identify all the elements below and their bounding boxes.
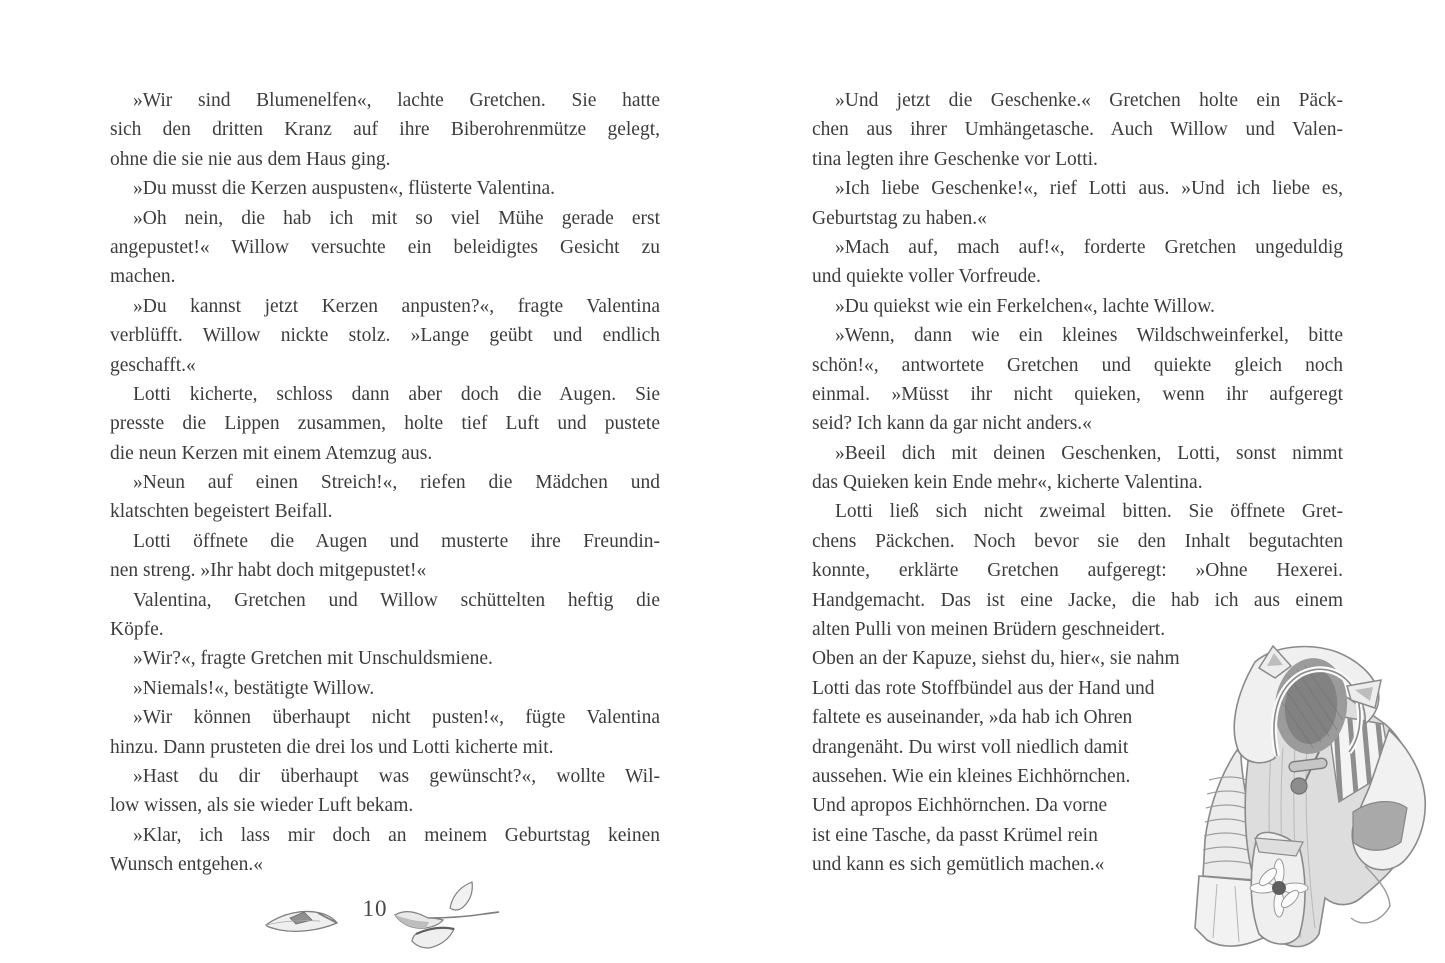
text-line: Valentina, Gretchen und Willow schüttelten heftig die	[133, 589, 660, 611]
text-line: die neun Kerzen mit einem Atemzug aus.	[110, 442, 433, 464]
text-line: und kann es sich gemütlich machen.«	[812, 854, 1105, 876]
text-line: »Neun auf einen Streich!«, riefen die Mädchen und	[133, 472, 660, 494]
text-line: machen.	[110, 266, 176, 288]
text-line: hinzu. Dann prusteten die drei los und Lotti kicherte mit.	[110, 736, 554, 758]
text-line: »Wir?«, fragte Gretchen mit Unschuldsmiene.	[133, 648, 493, 670]
text-line: das Quieken kein Ende mehr«, kicherte Valentina.	[812, 472, 1203, 494]
text-line: »Du musst die Kerzen auspusten«, flüsterte Valentina.	[133, 178, 556, 200]
text-line: Lotti kicherte, schloss dann aber doch die Augen. Sie	[133, 383, 660, 405]
text-line: Wunsch entgehen.«	[110, 854, 264, 876]
text-line: »Beeil dich mit deinen Geschenken, Lotti, sonst nimmt	[835, 442, 1343, 464]
text-line: ohne die sie nie aus dem Haus ging.	[110, 148, 391, 170]
text-line: Köpfe.	[110, 619, 164, 641]
text-line: aussehen. Wie ein kleines Eichhörnchen.	[812, 765, 1131, 787]
leaf-sketch-icon	[262, 897, 340, 937]
text-line: »Und jetzt die Geschenke.« Gretchen holte ein Päck-	[835, 90, 1343, 111]
text-line: nen streng. »Ihr habt doch mitgepustet!«	[110, 560, 427, 582]
text-line: ist eine Tasche, da passt Krümel rein	[812, 824, 1098, 846]
text-line: Geburtstag zu haben.«	[812, 207, 987, 229]
text-line: presste die Lippen zusammen, holte tief Luft und pustete	[110, 413, 660, 435]
text-line: schön!«, antwortete Gretchen und quiekte gleich noch	[812, 354, 1343, 376]
text-line: low wissen, als sie wieder Luft bekam.	[110, 795, 414, 817]
text-line: »Du kannst jetzt Kerzen anpusten?«, fragte Valentina	[133, 295, 660, 317]
text-line: faltete es auseinander, »da hab ich Ohren	[812, 707, 1133, 729]
text-line: drangenäht. Du wirst voll niedlich damit	[812, 736, 1129, 758]
text-line: seid? Ich kann da gar nicht anders.«	[812, 413, 1092, 435]
left-page-text	[110, 86, 660, 880]
text-line: konnte, erklärte Gretchen aufgeregt: »Ohne Hexerei.	[812, 560, 1343, 582]
text-line: Lotti öffnete die Augen und musterte ihre Freundin-	[133, 530, 660, 552]
text-line: »Oh nein, die hab ich mit so viel Mühe gerade erst	[133, 207, 660, 229]
text-line: Lotti das rote Stoffbündel aus der Hand und	[812, 677, 1155, 699]
text-line: »Wir können überhaupt nicht pusten!«, fügte Valentina	[133, 707, 660, 729]
text-line: »Klar, ich lass mir doch an meinem Geburtstag keinen	[133, 824, 660, 846]
text-line: chen aus ihrer Umhängetasche. Auch Willow und Valen-	[812, 119, 1343, 141]
text-line: tina legten ihre Geschenke vor Lotti.	[812, 148, 1098, 170]
text-line: verblüfft. Willow nickte stolz. »Lange geübt und endlich	[110, 325, 660, 347]
text-line: »Hast du dir überhaupt was gewünscht?«, wollte Wil-	[133, 765, 660, 787]
text-line: und quiekte voller Vorfreude.	[812, 266, 1041, 288]
text-line: Lotti ließ sich nicht zweimal bitten. Sie öffnete Gret-	[835, 501, 1343, 523]
hooded-jacket-illustration	[1193, 640, 1443, 962]
text-line: »Mach auf, mach auf!«, forderte Gretchen ungeduldig	[835, 236, 1343, 258]
text-line: geschafft.«	[110, 354, 196, 376]
text-line: »Wir sind Blumenelfen«, lachte Gretchen. Sie hatte	[133, 90, 660, 111]
text-line: »Niemals!«, bestätigte Willow.	[133, 677, 375, 699]
text-line: klatschten begeistert Beifall.	[110, 501, 333, 523]
text-line: angepustet!« Willow versuchte ein beleidigtes Gesicht zu	[110, 236, 660, 258]
text-line: »Ich liebe Geschenke!«, rief Lotti aus. »Und ich liebe es,	[835, 178, 1343, 200]
text-line: einmal. »Müsst ihr nicht quieken, wenn ihr aufgeregt	[812, 383, 1343, 405]
text-line: Handgemacht. Das ist eine Jacke, die hab ich aus einem	[812, 589, 1343, 611]
text-line: »Wenn, dann wie ein kleines Wildschweinferkel, bitte	[835, 325, 1343, 347]
leaf-twig-sketch-icon	[388, 877, 500, 951]
text-line: Oben an der Kapuze, siehst du, hier«, sie nahm	[812, 648, 1180, 670]
text-line: chens Päckchen. Noch bevor sie den Inhalt begutachten	[812, 530, 1343, 552]
text-line: »Du quiekst wie ein Ferkelchen«, lachte Willow.	[835, 295, 1215, 317]
text-line: alten Pulli von meinen Brüdern geschneidert.	[812, 619, 1166, 641]
text-line: sich den dritten Kranz auf ihre Biberohrenmütze gelegt,	[110, 119, 660, 141]
page-number: 10	[362, 896, 388, 921]
text-line: Und apropos Eichhörnchen. Da vorne	[812, 795, 1108, 817]
